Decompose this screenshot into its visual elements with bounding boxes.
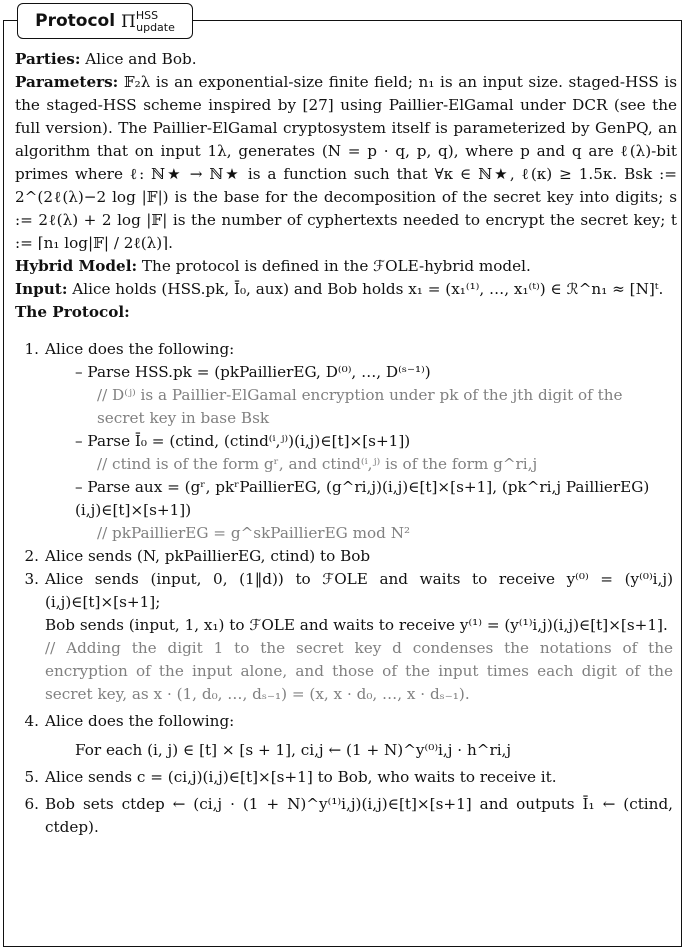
step-6: 6. Bob sets ctdep ← (ci,j · (1 + N)^y⁽¹⁾i,j)(i,j)∈[t]×[s+1] and outputs Ī₁ ← (ctind, ctdep). <box>24 795 673 836</box>
step-4: 4. Alice does the following: For each (i, j) ∈ [t] × [s + 1], ci,j ← (1 + N)^y⁽⁰⁾i,j · h^ri,j <box>24 712 512 759</box>
comment: // D⁽ʲ⁾ is a Paillier-ElGamal encryption under pk of the jth digit of the secret key in base Bsk <box>97 386 623 427</box>
protocol-heading: The Protocol: <box>15 303 130 321</box>
input-line: Input: Alice holds (HSS.pk, Ī₀, aux) and Bob holds x₁ = (x₁⁽¹⁾, …, x₁⁽ᵗ⁾) ∈ ℛ^n₁ ≈ [N]ᵗ. <box>15 280 664 298</box>
step-2: 2. Alice sends (N, pkPaillierEG, ctind) to Bob <box>24 547 371 565</box>
parameters-paragraph: Parameters: 𝔽₂λ is an exponential-size finite field; n₁ is an input size. staged-HSS is the staged-HSS scheme inspired by [27] using Paillier-ElGamal under DCR (see the full version). The Paillier-ElGamal cryptosystem itself is parameterized by GenPQ, an algorithm that on input 1λ, generates (N = p · q, p, q), where p and q are ℓ(λ)-bit primes where ℓ: ℕ★ → ℕ★ is a function such that ∀κ ∈ ℕ★, ℓ(κ) ≥ 1.5κ. Bsk := 2^(2ℓ(λ)−2 log |𝔽|) is the base for the decomposition of the secret key into digits; s := 2ℓ(λ) + 2 log |𝔽| is the number of cyphertexts needed to encrypt the secret key; t := ⌈n₁ log|𝔽| / 2ℓ(λ)⌉. <box>15 73 678 252</box>
protocol-steps <box>15 338 677 839</box>
comment: // Adding the digit 1 to the secret key d condenses the notations of the encryption of the input alone, and those of the input times each digit of the secret key, as x · (1, d₀, …, dₛ₋₁) = (x, x · d₀, …, x · dₛ₋₁). <box>45 639 673 703</box>
step-3: 3. Alice sends (input, 0, (1‖d)) to ℱOLE and waits to receive y⁽⁰⁾ = (y⁽⁰⁾i,j)(i,j)∈[t]×[s+1]; Bob sends (input, 1, x₁) to ℱOLE and waits to receive y⁽¹⁾ = (y⁽¹⁾i,j)(i,j)∈[t]×[s+1]. // Adding the digit 1 to the secret key d condenses the notations of the encryption of the input alone, and those of the input times each digit of the secret key, as x · (1, d₀, …, dₛ₋₁) = (x, x · d₀, …, x · dₛ₋₁). <box>15 568 677 706</box>
protocol-content <box>15 48 677 839</box>
protocol-title-math: $\Pi^{HSS}_{update}$ <box>121 8 175 34</box>
comment: // pkPaillierEG = g^skPaillierEG mod N² <box>97 524 411 542</box>
protocol-title-box <box>17 3 193 39</box>
step-1: 1. Alice does the following: – Parse HSS.pk = (pkPaillierEG, D⁽⁰⁾, …, D⁽ˢ⁻¹⁾) // D⁽ʲ⁾ is a Paillier-ElGamal encryption under pk of the jth digit of the secret key in base Bsk – Parse Ī₀ = (ctind, (ctind⁽ⁱ,ʲ⁾)(i,j)∈[t]×[s+1]) // ctind is of the form gʳ, and ctind⁽ⁱ,ʲ⁾ is of the form g^ri,j – Parse aux = (gʳ, pkʳPaillierEG, (g^ri,j)(i,j)∈[t]×[s+1], (pk^ri,j PaillierEG)(i,j)∈[t]×[s+1]) // pkPaillierEG = g^skPaillierEG mod N² <box>15 338 677 545</box>
parties-line: Parties: Alice and Bob. <box>15 50 197 68</box>
hybrid-model-line: Hybrid Model: The protocol is defined in the ℱOLE-hybrid model. <box>15 257 531 275</box>
comment: // ctind is of the form gʳ, and ctind⁽ⁱ,ʲ⁾ is of the form g^ri,j <box>97 455 538 473</box>
step-5: 5. Alice sends c = (ci,j)(i,j)∈[t]×[s+1] to Bob, who waits to receive it. <box>24 768 557 786</box>
protocol-title-label: Protocol <box>35 11 116 31</box>
